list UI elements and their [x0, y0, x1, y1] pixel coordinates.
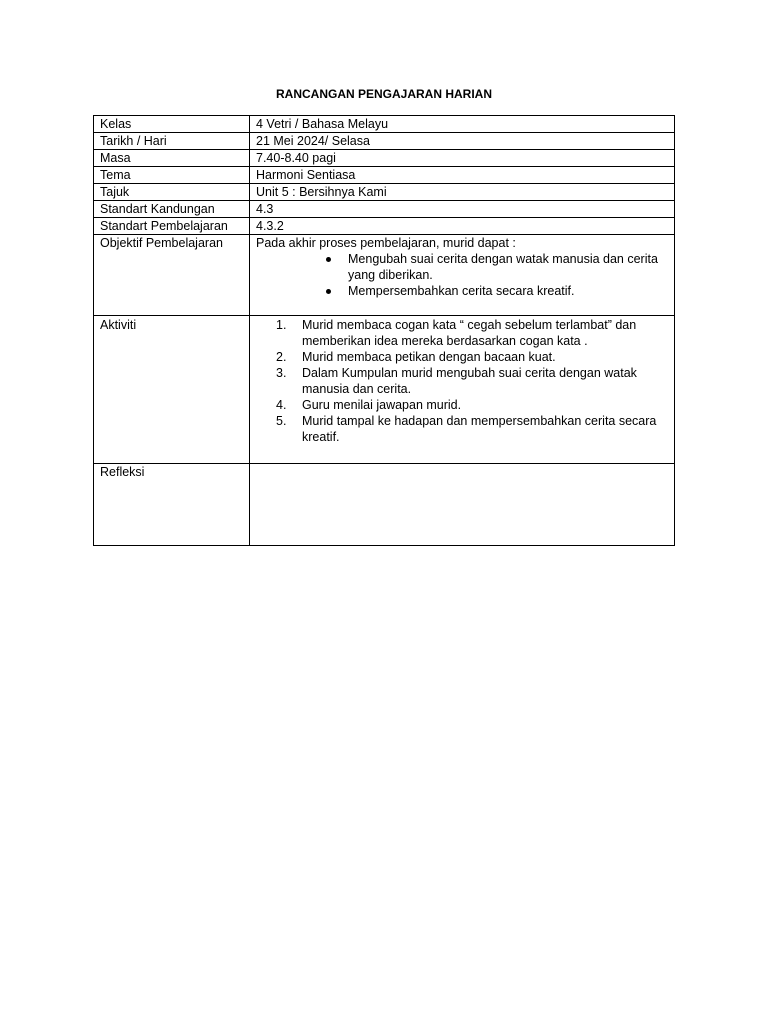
- table-row: [94, 116, 675, 133]
- table-row: [94, 201, 675, 218]
- document-title: RANCANGAN PENGAJARAN HARIAN: [275, 87, 492, 101]
- item-number: 4.: [276, 398, 287, 412]
- item-text: Dalam Kumpulan murid mengubah suai cerita dengan watak manusia dan cerita.: [302, 366, 637, 396]
- list-item: [276, 397, 668, 413]
- item-number: 5.: [276, 414, 287, 428]
- objektif-cell: [250, 235, 675, 316]
- row-label-aktiviti: Aktiviti: [94, 316, 250, 464]
- row-label-kelas: Kelas: [94, 116, 250, 133]
- item-number: 2.: [276, 350, 287, 364]
- list-item: [276, 413, 668, 445]
- objektif-list: [256, 251, 668, 299]
- row-label-tajuk: Tajuk: [94, 184, 250, 201]
- lesson-plan-table: [93, 115, 675, 546]
- item-text: Murid membaca petikan dengan bacaan kuat.: [302, 350, 556, 364]
- list-item: [276, 317, 668, 349]
- item-text: Guru menilai jawapan murid.: [302, 398, 462, 412]
- row-value-tarikh: 21 Mei 2024/ Selasa: [250, 133, 675, 150]
- table-row: [94, 184, 675, 201]
- row-value-standart-kandungan: 4.3: [250, 201, 675, 218]
- row-label-objektif: Objektif Pembelajaran: [94, 235, 250, 316]
- list-item: Mempersembahkan cerita secara kreatif.: [322, 283, 668, 299]
- row-label-tema: Tema: [94, 167, 250, 184]
- list-item: [276, 349, 668, 365]
- list-item: Mengubah suai cerita dengan watak manusia dan cerita yang diberikan.: [322, 251, 668, 283]
- row-value-masa: 7.40-8.40 pagi: [250, 150, 675, 167]
- aktiviti-list: [256, 317, 668, 445]
- row-label-refleksi: Refleksi: [94, 464, 250, 546]
- table-row: [94, 150, 675, 167]
- aktiviti-cell: [250, 316, 675, 464]
- table-row: [94, 167, 675, 184]
- table-row: [94, 218, 675, 235]
- row-label-standart-kandungan: Standart Kandungan: [94, 201, 250, 218]
- row-label-masa: Masa: [94, 150, 250, 167]
- row-value-standart-pembelajaran: 4.3.2: [250, 218, 675, 235]
- list-item: [276, 365, 668, 397]
- table-row-objektif: [94, 235, 675, 316]
- table-row-aktiviti: [94, 316, 675, 464]
- refleksi-value: [250, 464, 675, 546]
- objektif-intro: Pada akhir proses pembelajaran, murid dapat :: [256, 236, 516, 250]
- row-value-kelas: 4 Vetri / Bahasa Melayu: [250, 116, 675, 133]
- table-row: [94, 133, 675, 150]
- table-row-refleksi: [94, 464, 675, 546]
- row-value-tema: Harmoni Sentiasa: [250, 167, 675, 184]
- item-number: 3.: [276, 366, 287, 380]
- row-label-standart-pembelajaran: Standart Pembelajaran: [94, 218, 250, 235]
- item-text: Murid membaca cogan kata “ cegah sebelum terlambat” dan memberikan idea mereka berdasarkan cogan kata .: [302, 318, 637, 348]
- item-number: 1.: [276, 318, 287, 332]
- row-label-tarikh: Tarikh / Hari: [94, 133, 250, 150]
- row-value-tajuk: Unit 5 : Bersihnya Kami: [250, 184, 675, 201]
- item-text: Murid tampal ke hadapan dan mempersembahkan cerita secara kreatif.: [302, 414, 657, 444]
